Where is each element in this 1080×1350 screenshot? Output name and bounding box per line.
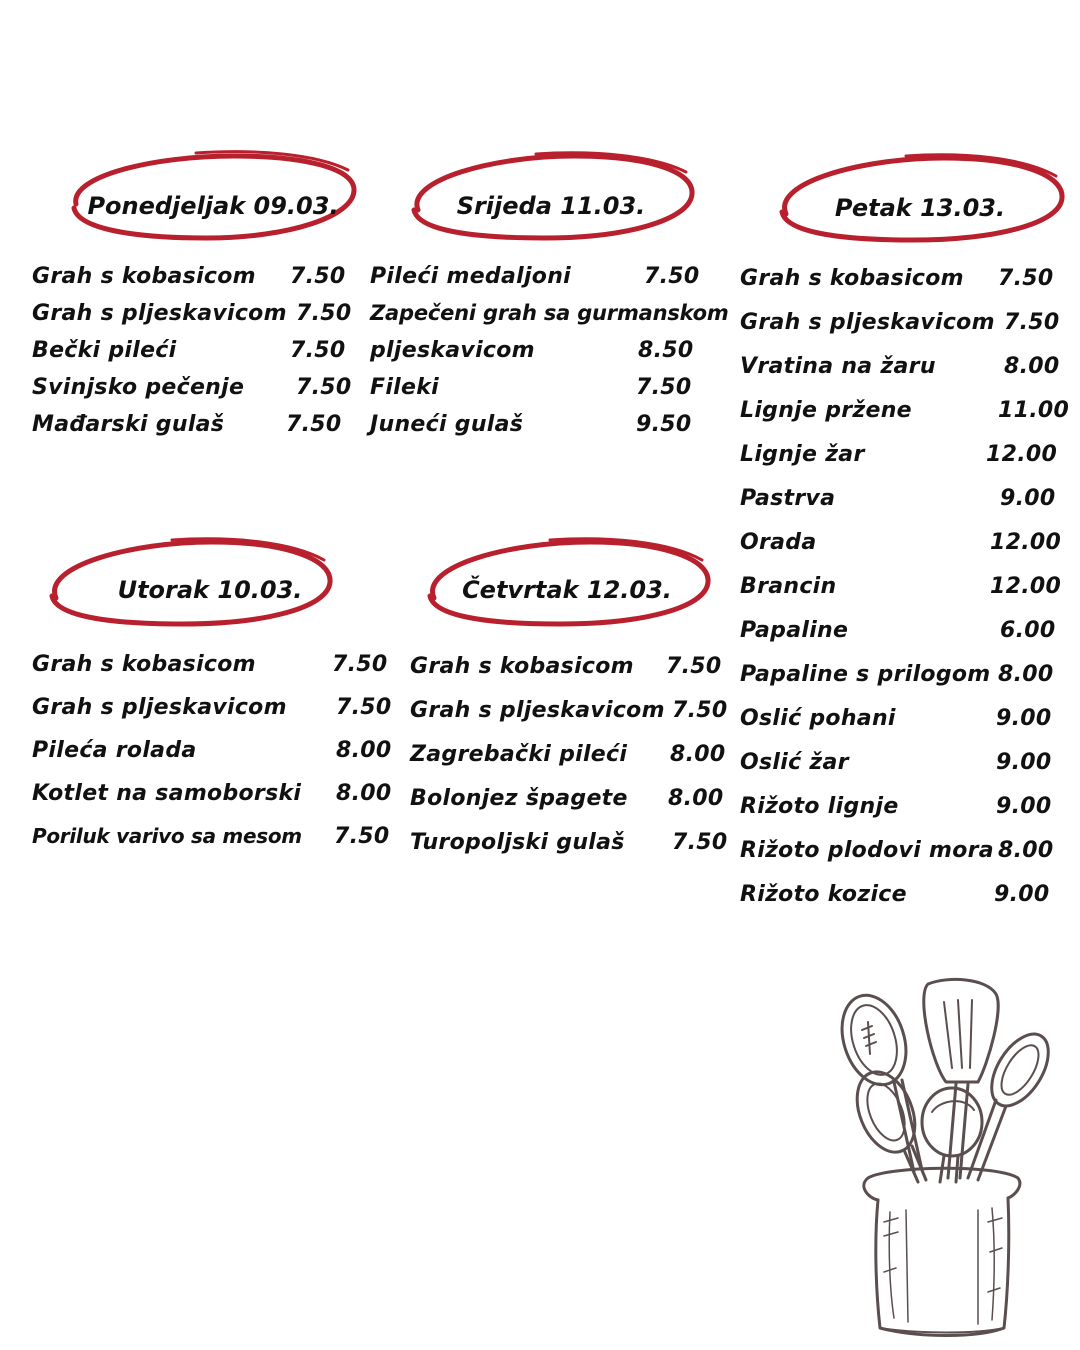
- dish-price: 8.50: [638, 338, 694, 363]
- menu-item: [370, 375, 730, 412]
- dish-name: Zapečeni grah sa gurmanskom: [370, 301, 729, 325]
- day-header: [420, 534, 714, 630]
- dish-price: 7.50: [644, 264, 700, 289]
- menu-item: [740, 794, 1060, 838]
- day-title: Ponedjeljak 09.03.: [87, 192, 339, 220]
- dish-price: 7.50: [296, 301, 352, 326]
- dish-price: 11.00: [998, 398, 1070, 423]
- dish-name: Grah s pljeskavicom: [410, 698, 665, 723]
- menu-list: [410, 654, 730, 874]
- dish-name: Oslić žar: [740, 750, 849, 775]
- day-title: Četvrtak 12.03.: [462, 576, 672, 604]
- menu-item: [410, 698, 730, 742]
- dish-price: 8.00: [336, 738, 392, 763]
- dish-price: 8.00: [668, 786, 724, 811]
- dish-name: Grah s kobasicom: [740, 266, 964, 291]
- dish-name: Pastrva: [740, 486, 836, 511]
- menu-item: [740, 838, 1060, 882]
- dish-price: 7.50: [290, 338, 346, 363]
- menu-list: [32, 264, 352, 449]
- dish-name: Brancin: [740, 574, 837, 599]
- menu-item: [740, 442, 1060, 486]
- menu-item: [32, 695, 392, 738]
- dish-price: 9.00: [996, 706, 1052, 731]
- menu-item: [32, 652, 392, 695]
- menu-item: [410, 786, 730, 830]
- menu-item: [740, 574, 1060, 618]
- day-title: Srijeda 11.03.: [456, 192, 646, 220]
- dish-name: Lignje pržene: [740, 398, 912, 423]
- dish-price: 12.00: [990, 530, 1062, 555]
- dish-price: 7.50: [1004, 310, 1060, 335]
- dish-name: Kotlet na samoborski: [32, 781, 302, 806]
- menu-list: [32, 652, 392, 867]
- dish-name: Lignje žar: [740, 442, 865, 467]
- dish-name: Zagrebački pileći: [410, 742, 628, 767]
- day-header: [404, 148, 698, 244]
- menu-item: [32, 301, 352, 338]
- dish-name: Pileći medaljoni: [370, 264, 572, 289]
- menu-item: [410, 830, 730, 874]
- dish-name: Rižoto lignje: [740, 794, 899, 819]
- dish-price: 7.50: [672, 830, 728, 855]
- menu-item: [370, 412, 730, 449]
- dish-price: 8.00: [998, 838, 1054, 863]
- dish-name: pljeskavicom: [370, 338, 535, 363]
- dish-name: Fileki: [370, 375, 440, 400]
- dish-name: Pileća rolada: [32, 738, 197, 763]
- dish-name: Mađarski gulaš: [32, 412, 225, 437]
- dish-price: 7.50: [332, 652, 388, 677]
- menu-list: [370, 264, 730, 449]
- dish-name: Grah s pljeskavicom: [32, 301, 287, 326]
- menu-item: [740, 310, 1060, 354]
- dish-price: 7.50: [336, 695, 392, 720]
- dish-price: 7.50: [286, 412, 342, 437]
- dish-name: Grah s kobasicom: [410, 654, 634, 679]
- menu-item: [32, 412, 342, 449]
- dish-price: 9.00: [1000, 486, 1056, 511]
- day-header: [772, 150, 1068, 246]
- dish-name: Juneći gulaš: [370, 412, 524, 437]
- dish-price: 7.50: [636, 375, 692, 400]
- menu-item: [740, 662, 1060, 706]
- dish-price: 9.50: [636, 412, 692, 437]
- menu-item: [410, 654, 730, 698]
- dish-name: Svinjsko pečenje: [32, 375, 245, 400]
- menu-item: [740, 618, 1060, 662]
- dish-price: 7.50: [666, 654, 722, 679]
- dish-price: 6.00: [1000, 618, 1056, 643]
- dish-price: 7.50: [334, 824, 390, 849]
- menu-item: [740, 530, 1060, 574]
- day-title: Utorak 10.03.: [117, 576, 303, 604]
- dish-name: Grah s pljeskavicom: [32, 695, 287, 720]
- menu-item: [370, 264, 730, 301]
- menu-item: [740, 882, 1060, 926]
- kitchen-utensils-jar-icon: [828, 972, 1058, 1342]
- dish-price: 8.00: [670, 742, 726, 767]
- menu-item: [32, 338, 346, 375]
- menu-item: [32, 781, 392, 824]
- dish-name: Papaline s prilogom: [740, 662, 991, 687]
- menu-item: [370, 301, 730, 338]
- menu-item: [410, 742, 730, 786]
- menu-item: [32, 375, 352, 412]
- dish-name: Vratina na žaru: [740, 354, 936, 379]
- dish-name: Rižoto plodovi mora: [740, 838, 994, 863]
- dish-name: Bolonjez špagete: [410, 786, 628, 811]
- dish-price: 12.00: [990, 574, 1062, 599]
- dish-name: Grah s kobasicom: [32, 652, 256, 677]
- menu-item: [740, 398, 1070, 442]
- day-header: [42, 534, 336, 630]
- dish-price: 7.50: [672, 698, 728, 723]
- dish-price: 9.00: [996, 750, 1052, 775]
- day-title: Petak 13.03.: [834, 194, 1006, 222]
- dish-name: Oslić pohani: [740, 706, 896, 731]
- dish-name: Rižoto kozice: [740, 882, 907, 907]
- dish-price: 9.00: [994, 882, 1050, 907]
- dish-price: 7.50: [296, 375, 352, 400]
- menu-item: [370, 338, 730, 375]
- dish-name: Bečki pileći: [32, 338, 177, 363]
- menu-item: [740, 750, 1060, 794]
- dish-name: Grah s pljeskavicom: [740, 310, 995, 335]
- menu-item: [740, 266, 1060, 310]
- menu-item: [32, 264, 346, 301]
- day-header: [66, 148, 360, 244]
- dish-name: Grah s kobasicom: [32, 264, 256, 289]
- dish-name: Poriluk varivo sa mesom: [32, 824, 302, 848]
- menu-item: [740, 486, 1060, 530]
- dish-price: 9.00: [996, 794, 1052, 819]
- dish-name: Turopoljski gulaš: [410, 830, 625, 855]
- menu-item: [32, 824, 392, 867]
- menu-item: [32, 738, 392, 781]
- menu-item: [740, 706, 1060, 750]
- dish-price: 7.50: [998, 266, 1054, 291]
- dish-price: 8.00: [1004, 354, 1060, 379]
- dish-price: 12.00: [986, 442, 1058, 467]
- menu-item: [740, 354, 1060, 398]
- dish-price: 7.50: [290, 264, 346, 289]
- dish-price: 8.00: [998, 662, 1054, 687]
- menu-list: [740, 266, 1070, 926]
- dish-name: Orada: [740, 530, 817, 555]
- dish-name: Papaline: [740, 618, 849, 643]
- dish-price: 8.00: [336, 781, 392, 806]
